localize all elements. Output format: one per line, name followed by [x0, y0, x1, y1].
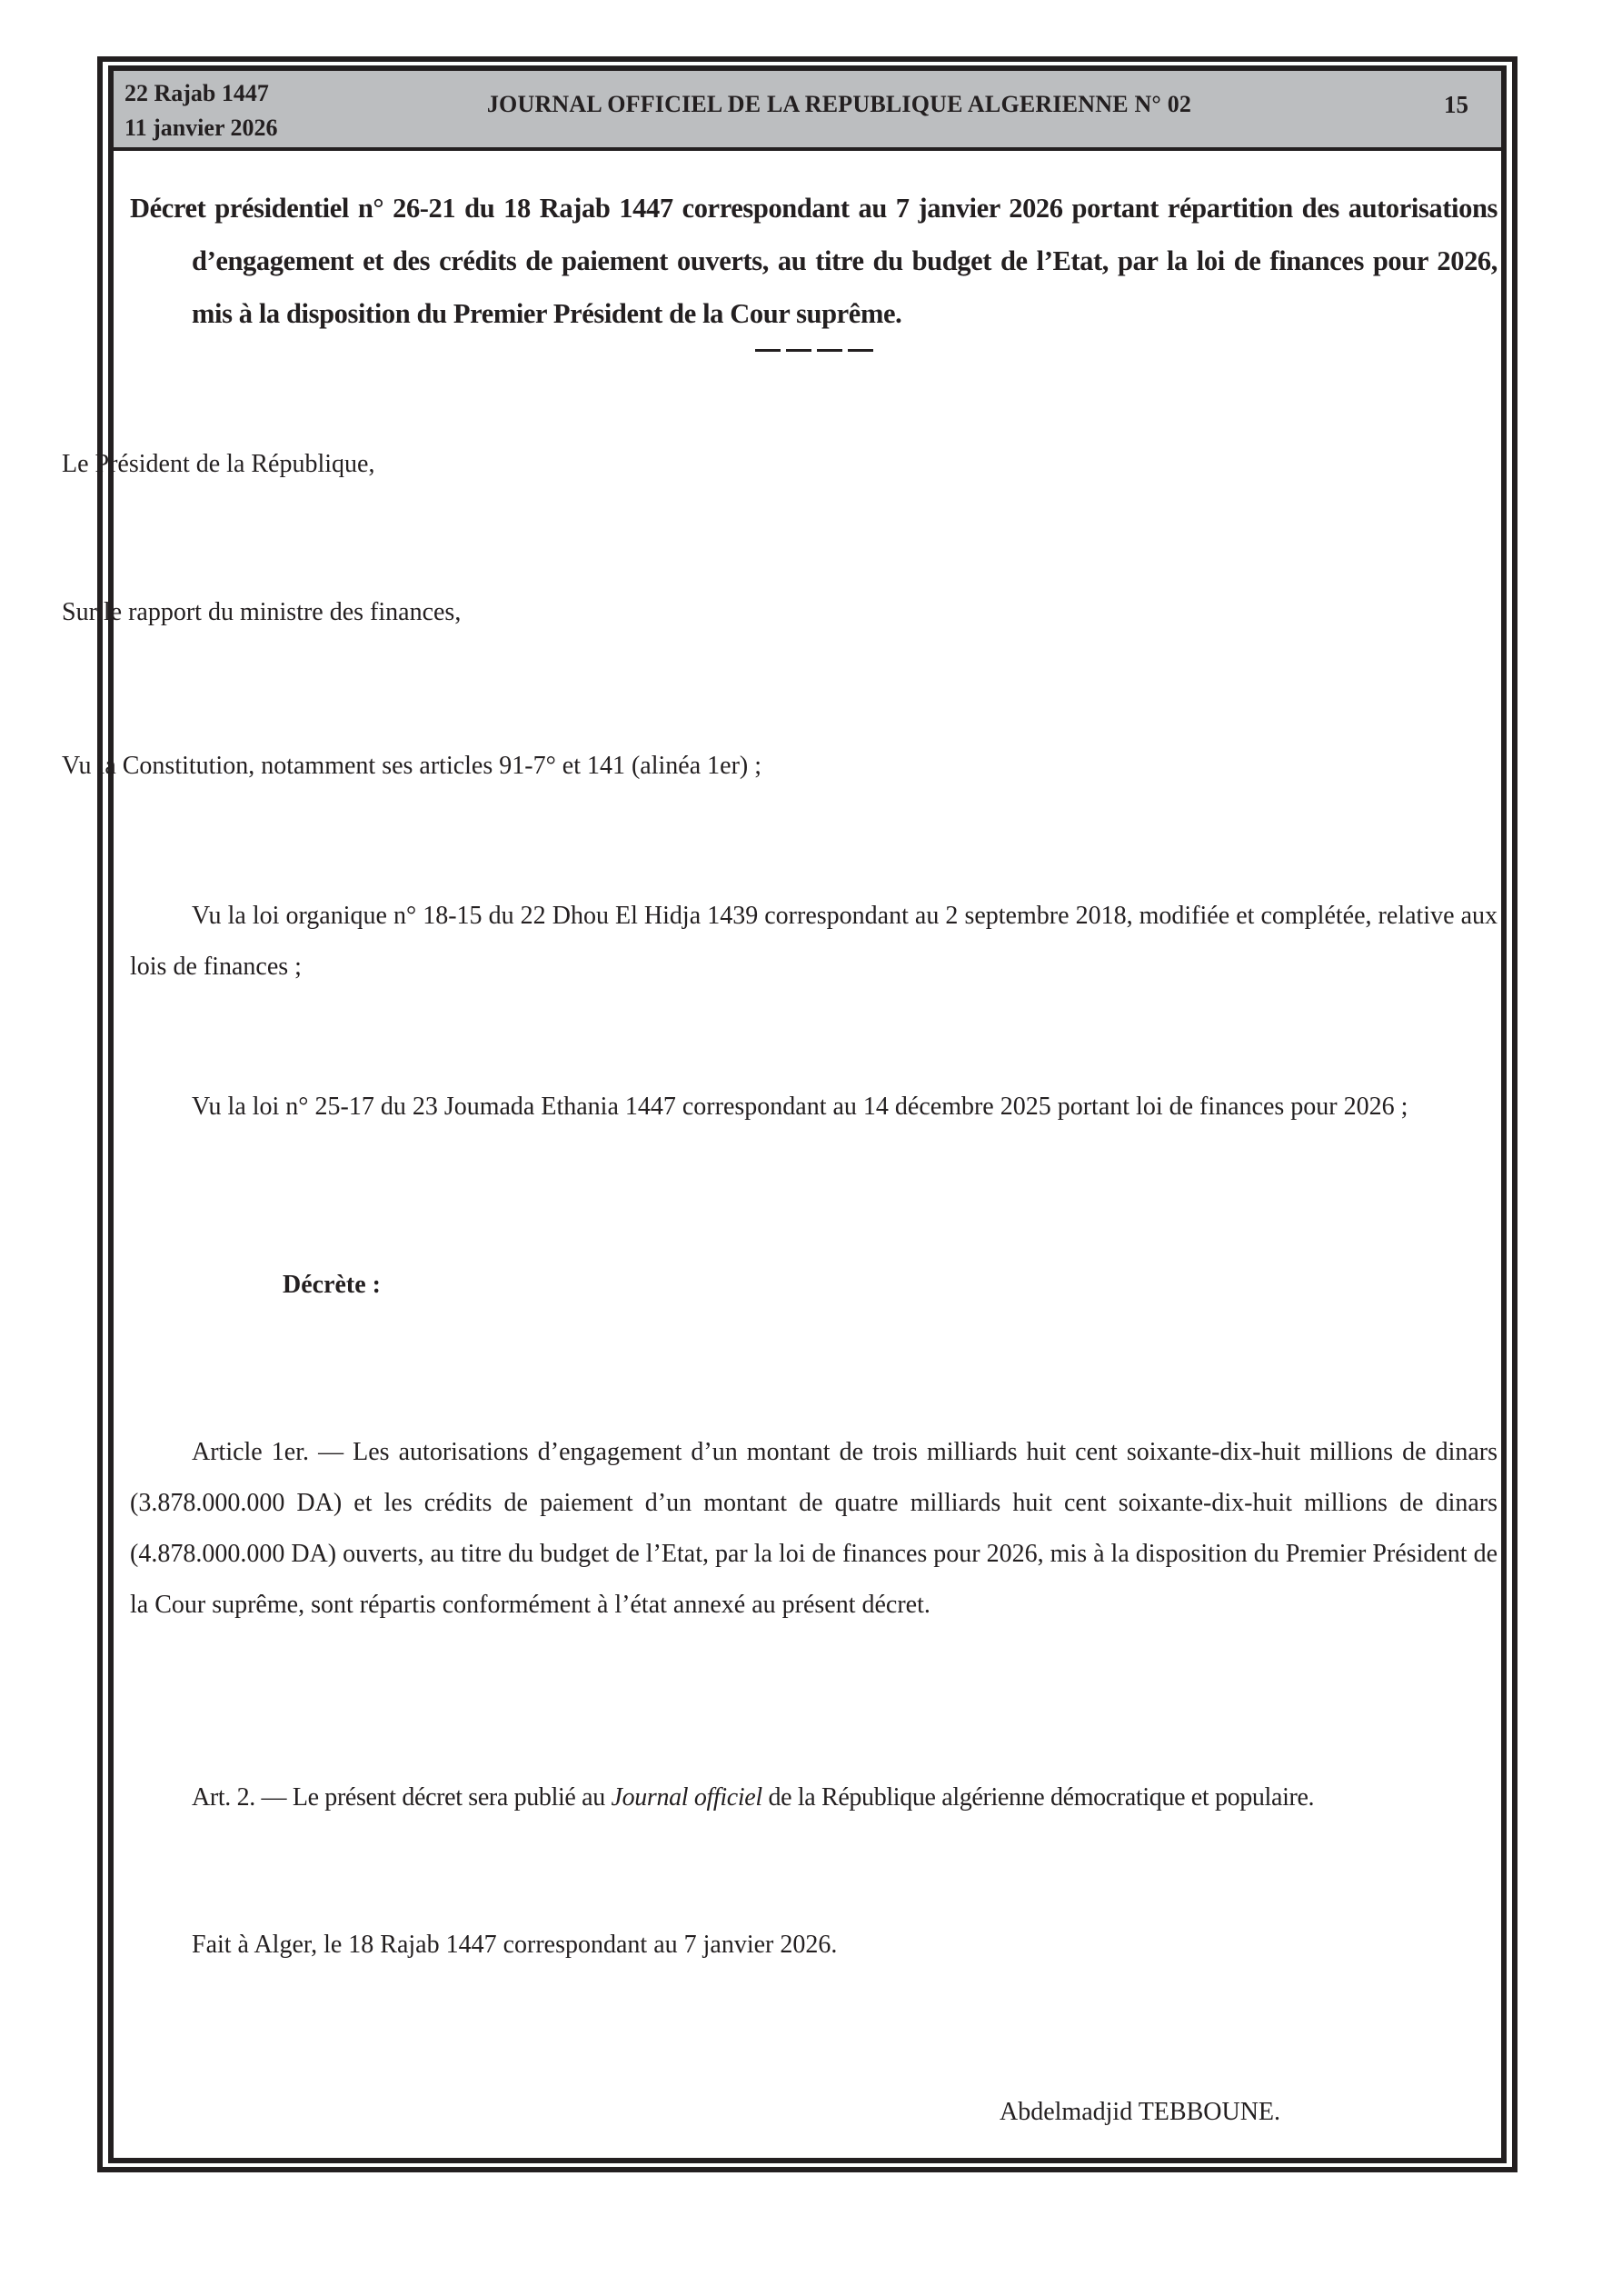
article-1: Article 1er. — Les autorisations d’engagement d’un montant de trois milliards huit cent soixante-dix-huit millions de dinars (3.878.000.000 DA) et les crédits de paiement d’un montant de quatre milliards huit cent soixante-dix-huit millions de dinars (4.878.000.000 DA) ouverts, au titre du budget de l’Etat, par la loi de finances pour 2026, mis à la disposition du Premier Président de la Cour suprême, sont répartis conformément à l’état annexé au présent décret.: [130, 1438, 1498, 1619]
hijri-date: 22 Rajab 1447: [124, 80, 269, 106]
preamble-constitution: Vu la Constitution, notamment ses articles 91-7° et 141 (alinéa 1er) ;: [62, 752, 761, 780]
page-number: 15: [1444, 91, 1468, 118]
separator-dash: [848, 349, 873, 352]
preamble-president: Le Président de la République,: [62, 450, 375, 478]
title-separator: [130, 342, 1498, 360]
article-2: [192, 1772, 1498, 1823]
article-2-text-after: de la République algérienne démocratique et populaire.: [761, 1783, 1315, 1812]
preamble-organic-law: Vu la loi organique n° 18-15 du 22 Dhou El Hidja 1439 correspondant au 2 septembre 2018, modifiée et complétée, relative aux lois de finances ;: [130, 902, 1498, 981]
journal-title: JOURNAL OFFICIEL DE LA REPUBLIQUE ALGERIENNE N° 02: [486, 91, 1192, 117]
journal-officiel-italic: Journal officiel: [611, 1783, 762, 1812]
decree-body: [130, 182, 1498, 360]
preamble-finance-law: Vu la loi n° 25-17 du 23 Joumada Ethania 1447 correspondant au 14 décembre 2025 portant loi de finances pour 2026 ;: [192, 1093, 1408, 1121]
decrete-heading: Décrète :: [283, 1271, 382, 1299]
separator-dash: [817, 349, 842, 352]
separator-dash: [786, 349, 811, 352]
signature: Abdelmadjid TEBBOUNE.: [1000, 2098, 1281, 2126]
separator-dash: [755, 349, 781, 352]
decree-title: Décret présidentiel n° 26-21 du 18 Rajab 1447 correspondant au 7 janvier 2026 portant répartition des autorisations d’engagement et des crédits de paiement ouverts, au titre du budget de l’Etat, par la loi de finances pour 2026, mis à la disposition du Premier Président de la Cour suprême.: [130, 193, 1498, 329]
article-2-text-before: Art. 2. — Le présent décret sera publié au: [192, 1783, 612, 1812]
done-at: Fait à Alger, le 18 Rajab 1447 correspondant au 7 janvier 2026.: [192, 1931, 838, 1959]
journal-header: [114, 71, 1501, 151]
preamble-report: Sur le rapport du ministre des finances,: [62, 598, 462, 626]
gregorian-date: 11 janvier 2026: [124, 115, 278, 141]
